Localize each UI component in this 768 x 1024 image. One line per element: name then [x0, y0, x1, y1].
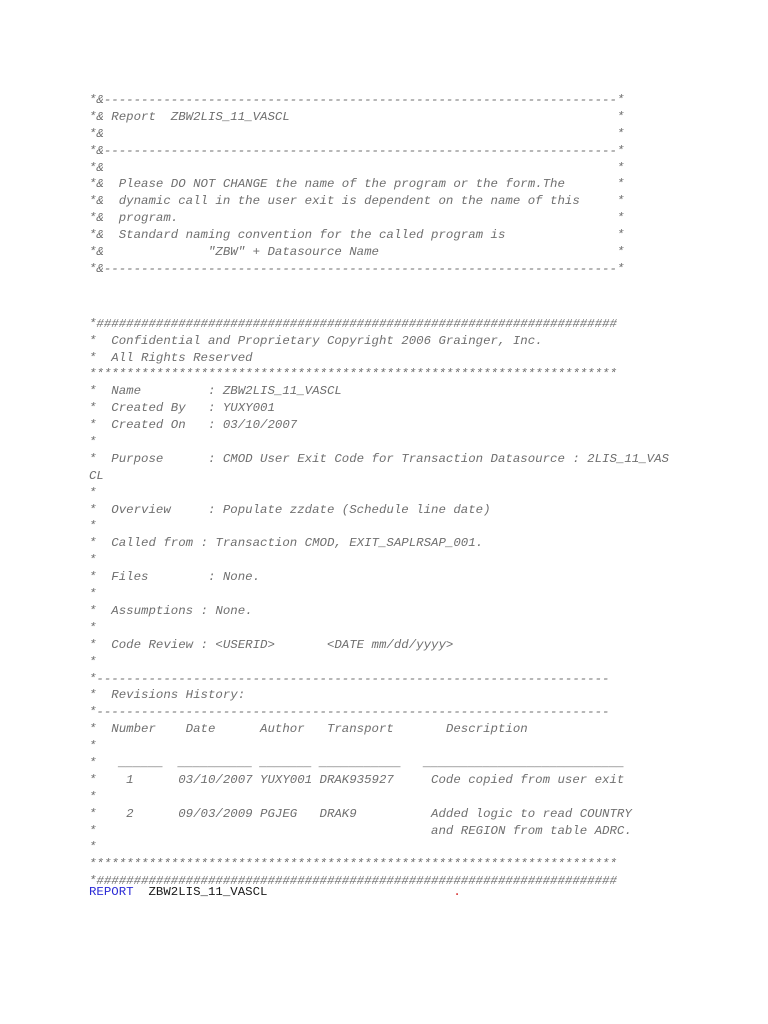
comment-line: * [89, 519, 97, 534]
comment-line: *& "ZBW" + Datasource Name * [89, 245, 625, 260]
comment-line: *********************************************************************** [89, 857, 617, 872]
comment-line: * [89, 654, 97, 669]
comment-line: *& program. * [89, 211, 625, 226]
comment-line: * [89, 485, 97, 500]
comment-line: * [89, 620, 97, 635]
comment-line: * [89, 739, 97, 754]
comment-line: *&---------------------------------------------------------------------* [89, 143, 625, 158]
comment-line: * Revisions History: [89, 688, 246, 703]
comment-line: * and REGION from table ADRC. [89, 823, 632, 838]
comment-line: *###################################################################### [89, 874, 617, 889]
comment-line: * All Rights Reserved [89, 350, 253, 365]
comment-line: * 1 03/10/2007 YUXY001 DRAK935927 Code copied from user exit [89, 772, 625, 787]
comment-line: *& * [89, 126, 625, 141]
comment-line: * 2 09/03/2009 PGJEG DRAK9 Added logic to read COUNTRY [89, 806, 632, 821]
comment-line: * ______ __________ _______ ___________ ___________________________ [89, 755, 625, 770]
comment-line: * Overview : Populate zzdate (Schedule line date) [89, 502, 491, 517]
report-keyword: REPORT [89, 885, 134, 899]
statement-terminator: . [453, 885, 461, 899]
comment-line: CL [89, 468, 104, 483]
comment-line: * Assumptions : None. [89, 603, 253, 618]
comment-line: * Created By : YUXY001 [89, 401, 275, 416]
comment-line: * [89, 435, 97, 450]
comment-line: *--------------------------------------------------------------------- [89, 705, 610, 720]
comment-line: * Files : None. [89, 570, 261, 585]
comment-line: *& dynamic call in the user exit is dependent on the name of this * [89, 194, 625, 209]
blank-gap [89, 278, 749, 316]
comment-line: * Called from : Transaction CMOD, EXIT_SAPLRSAP_001. [89, 536, 484, 551]
comment-line: *& Please DO NOT CHANGE the name of the program or the form.The * [89, 177, 625, 192]
code-editor [89, 92, 749, 890]
comment-line: * [89, 789, 97, 804]
comment-line: * [89, 553, 97, 568]
comment-line: * Created On : 03/10/2007 [89, 418, 298, 433]
report-statement [89, 884, 461, 901]
comment-line: * Confidential and Proprietary Copyright 2006 Grainger, Inc. [89, 333, 543, 348]
comment-line: * Number Date Author Transport Description [89, 722, 528, 737]
comment-line: * Code Review : <USERID> <DATE mm/dd/yyyy> [89, 637, 454, 652]
comment-line: *&---------------------------------------------------------------------* [89, 93, 625, 107]
comment-line: *###################################################################### [89, 316, 617, 331]
documentation-comment-block [89, 316, 749, 890]
comment-line: *&---------------------------------------------------------------------* [89, 261, 625, 276]
comment-line: *--------------------------------------------------------------------- [89, 671, 610, 686]
comment-line: *& Report ZBW2LIS_11_VASCL * [89, 109, 625, 124]
header-comment-block [89, 92, 749, 278]
comment-line: * Purpose : CMOD User Exit Code for Transaction Datasource : 2LIS_11_VAS [89, 451, 669, 466]
program-name: ZBW2LIS_11_VASCL [148, 885, 268, 899]
comment-line: * Name : ZBW2LIS_11_VASCL [89, 384, 342, 399]
comment-line: *& * [89, 160, 625, 175]
comment-line: *& Standard naming convention for the called program is * [89, 228, 625, 243]
comment-line: * [89, 840, 97, 855]
comment-line: * [89, 587, 97, 602]
comment-line: *********************************************************************** [89, 367, 617, 382]
